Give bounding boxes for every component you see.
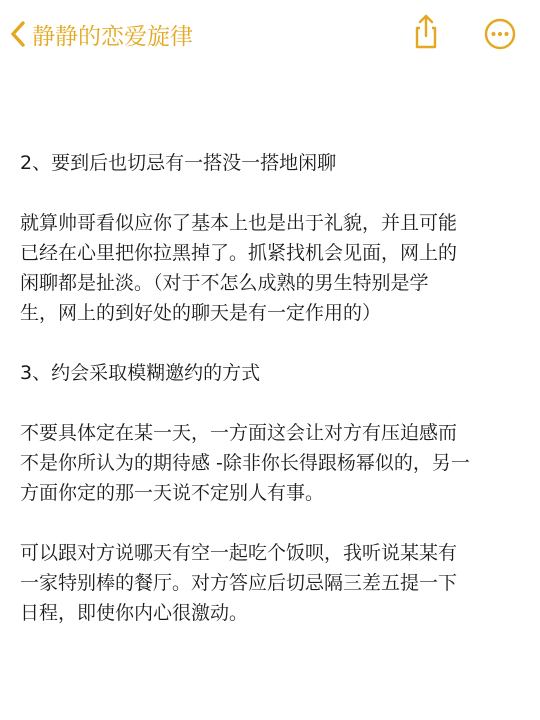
body-paragraph: 可以跟对方说哪天有空一起吃个饭呗，我听说某某有 一家特别棒的餐厅。对方答应后切忌隔三差五提一下 日程，即使你内心很激动。	[20, 542, 458, 624]
section-heading: 3、约会采取模糊邀约的方式	[20, 362, 261, 384]
back-button[interactable]	[8, 14, 193, 54]
paragraph-gap	[20, 178, 522, 208]
navigation-bar	[0, 0, 540, 68]
paragraph-gap	[20, 508, 522, 538]
note-body[interactable]	[20, 148, 522, 628]
more-icon	[480, 39, 520, 58]
body-paragraph: 就算帅哥看似应你了基本上也是出于礼貌，并且可能 已经在心里把你拉黑掉了。抓紧找机会见面，网上的 闲聊都是扯淡。（对于不怎么成熟的男生特别是学 生，网上的到好处的聊天是有一定作用的）	[20, 212, 458, 324]
share-button[interactable]	[406, 12, 446, 52]
paragraph-gap	[20, 388, 522, 418]
chevron-left-icon	[8, 19, 28, 49]
paragraph-gap	[20, 328, 522, 358]
section-heading: 2、要到后也切忌有一搭没一搭地闲聊	[20, 152, 337, 174]
more-button[interactable]	[480, 14, 520, 54]
share-icon	[406, 37, 446, 56]
body-paragraph: 不要具体定在某一天，一方面这会让对方有压迫感而 不是你所认为的期待感 -除非你长得跟杨幂似的，另一 方面你定的那一天说不定别人有事。	[20, 422, 470, 504]
back-button-label: 静静的恋爱旋律	[32, 23, 193, 50]
